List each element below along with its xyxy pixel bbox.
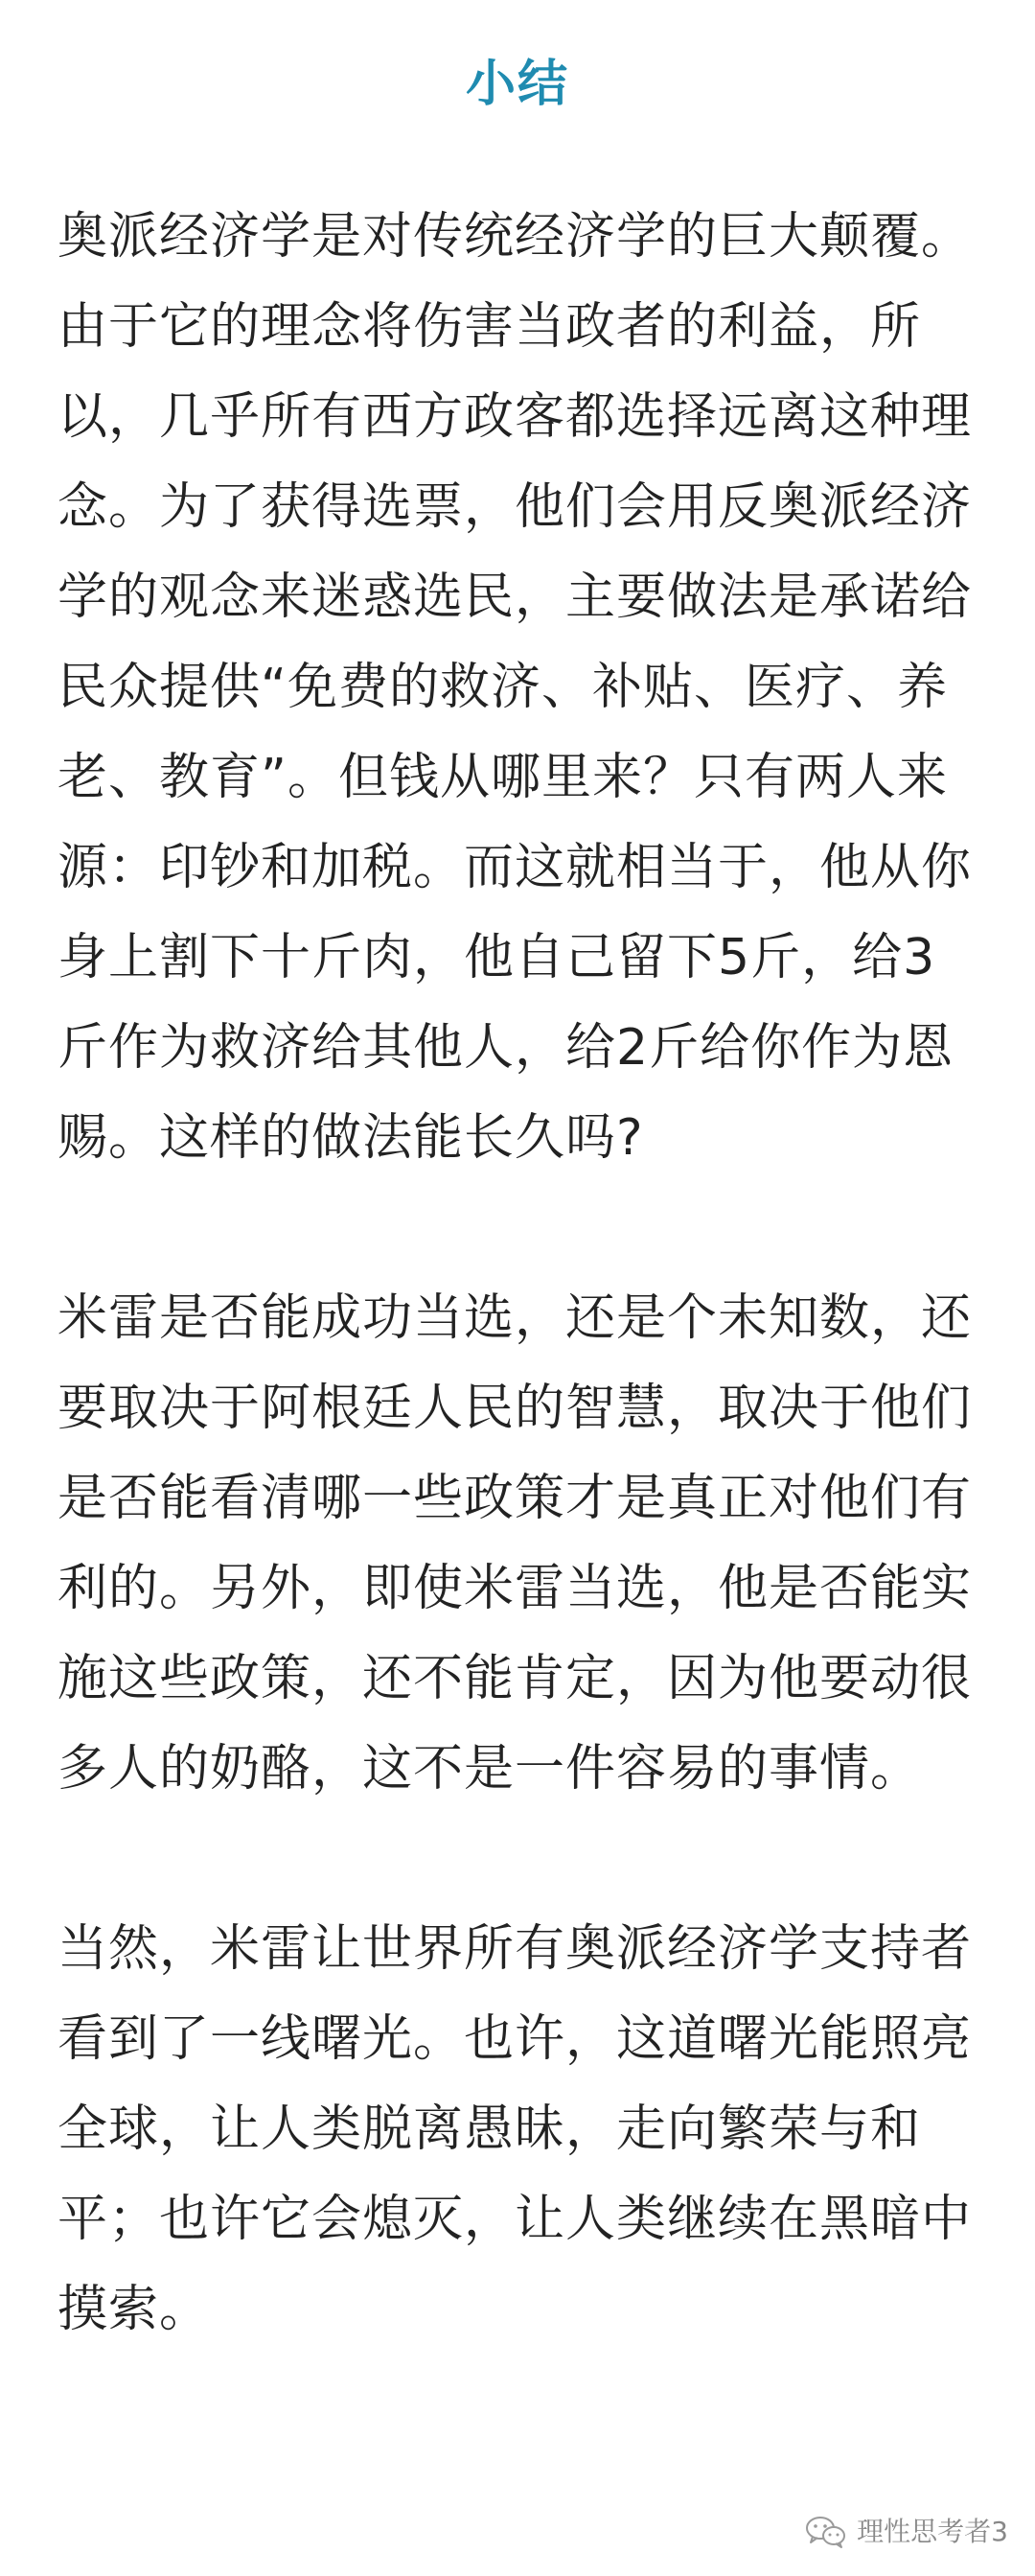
paragraph-1: 奥派经济学是对传统经济学的巨大颠覆。由于它的理念将伤害当政者的利益，所以，几乎所有西方政客都选择远离这种理念。为了获得选票，他们会用反奥派经济学的观念来迷惑选民，主要做法是承诺给民众提供“免费的救济、补贴、医疗、养老、教育”。但钱从哪里来？只有两人来源：印钞和加税。而这就相当于，他从你身上割下十斤肉，他自己留下5斤，给3斤作为救济给其他人，给2斤给你作为恩赐。这样的做法能长久吗?	[58, 208, 973, 1167]
section-title: 小结	[465, 56, 569, 113]
watermark-text: 理性思考者3	[857, 2516, 1008, 2547]
article-body	[58, 192, 985, 2355]
wechat-icon	[805, 2515, 847, 2549]
watermark	[805, 2513, 1008, 2551]
paragraph-3: 当然，米雷让世界所有奥派经济学支持者看到了一线曙光。也许，这道曙光能照亮全球，让人类脱离愚昧，走向繁荣与和平；也许它会熄灭，让人类继续在黑暗中摸索。	[58, 1920, 973, 2338]
paragraph-2: 米雷是否能成功当选，还是个未知数，还要取决于阿根廷人民的智慧，取决于他们是否能看清哪一些政策才是真正对他们有利的。另外，即使米雷当选，他是否能实施这些政策，还不能肯定，因为他要动很多人的奶酪，这不是一件容易的事情。	[58, 1289, 973, 1798]
